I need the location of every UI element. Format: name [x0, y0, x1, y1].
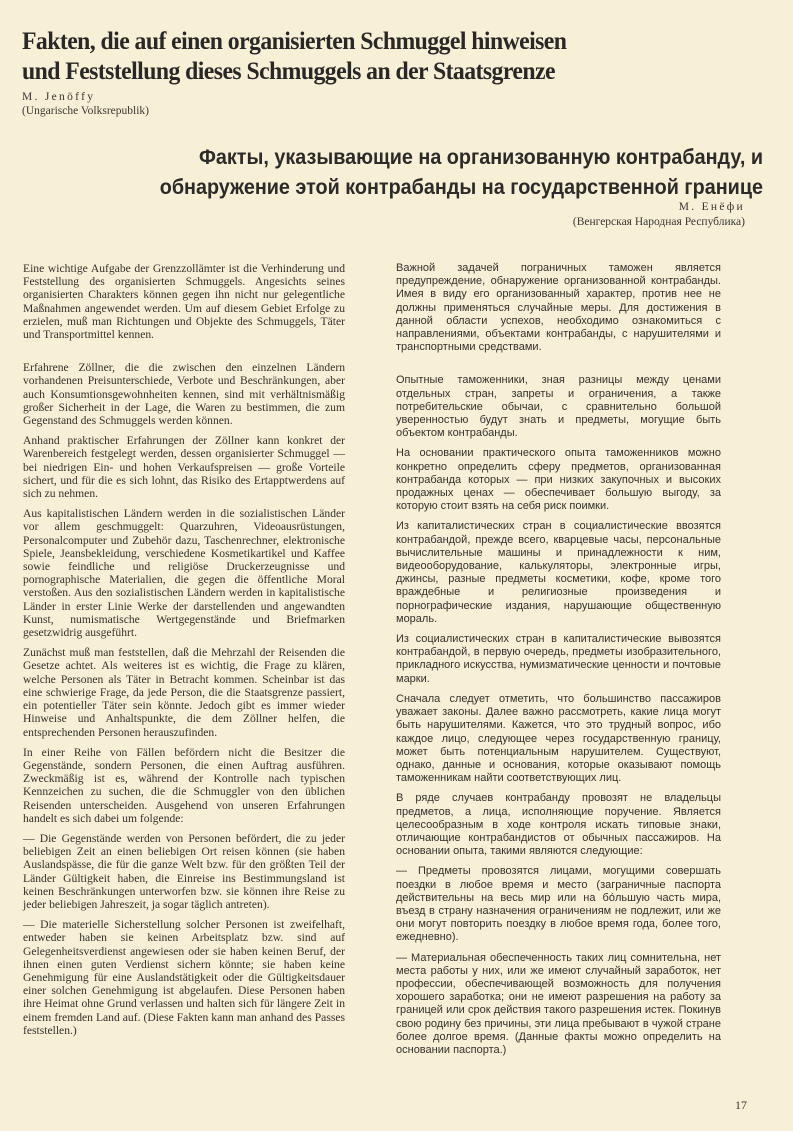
author-affiliation-german: (Ungarische Volksrepublik): [22, 105, 150, 117]
paragraph: Anhand praktischer Erfahrungen der Zöllner kann konkret der Warenbereich festgelegt werden, dessen organisierter Schmuggel — bei niedrigen Ein- und hohen Verkaufspreisen — große Vorteile sichert, und für die es sich lohnt, das Risiko des Ertapptwerdens auf sich zu nehmen.: [23, 434, 345, 501]
paragraph: — Die Gegenstände werden von Personen befördert, die zu jeder beliebigen Zeit an einen beliebigen Ort reisen können (sie haben Auslandspässe, die für die ganze Welt bzw. für den größten Teil der Länder Gültigkeit haben, die Einreise ins Bestimmungsland ist keinen Beschränkungen unterworfen bzw. sie können ihre Reise zu jeder beliebigen Jahreszeit, ja sogar täglich antreten).: [23, 831, 345, 911]
author-affiliation-russian: (Венгерская Народная Республика): [572, 216, 745, 228]
paragraph: In einer Reihe von Fällen befördern nicht die Besitzer die Gegenstände, sondern Personen, die einen Auftrag ausführen. Zweckmäßig ist es, während der Kontrolle nach typischen Kennzeichen zu suchen, die die Schmuggler von den üblichen Reisenden unterscheiden. Ausgehend von unseren Erfahrungen handelt es sich dabei um folgende:: [23, 745, 345, 825]
paragraph: — Материальная обеспеченность таких лиц сомнительна, нет места работы у них, или же имеют случайный заработок, нет профессии, обеспечивающей возможность для получения хорошего заработка; они не имеют разрешения на работу за границей или срок действия такого разрешения истек. Покинув свою родину без причины, эти лица пребывают в чужой стране более долгое время. (Данные факты можно определить на основании паспорта.): [396, 951, 721, 1056]
paragraph: Из капиталистических стран в социалистические ввозятся контрабандой, прежде всего, кварцевые часы, персональные вычислительные машины и принадлежности к ним, видеооборудование, калькуляторы, электронные игры, джинсы, разные предметы косметики, кофе, кроме того враждебные и религиозные произведения и порнографические издания, нарушающие общественную мораль.: [396, 520, 721, 625]
column-german: [23, 262, 345, 1044]
title-ru-line-2: обнаружение этой контрабанды на государственной границе: [159, 175, 763, 199]
paragraph: Опытные таможенники, зная разницы между ценами отдельных стран, запреты и ограничения, а также потребительские обычаи, с сравнительно большой уверенностью будут знать и предметы, могущие быть объектом контрабанды.: [396, 374, 721, 440]
paragraph: Сначала следует отметить, что большинство пассажиров уважает законы. Далее важно рассмотреть, какие лица могут быть нарушителями. Кажется, что это трудный вопрос, ибо каждое лицо, следующее через государственную границу, может быть потенциальным нарушителем. Существуют, однако, данные и основания, которые оказывают помощь таможенникам найти соответствующих лиц.: [396, 692, 721, 785]
paragraph: На основании практического опыта таможенников можно конкретно определить сферу предметов, организованная контрабанда которых — при низких закупочных и высоких продажных ценах — обеспечивает большую выгоду, за которую стоит взять на себя риск поимки.: [396, 447, 721, 513]
article-title-german: [22, 26, 599, 86]
paragraph: Erfahrene Zöllner, die die zwischen den einzelnen Ländern vorhandenen Preisunterschiede, Verbote und Beschränkungen, aber auch Konsumtionsgewohnheiten kennen, sind mit verhältnismäßig großer Sicherheit in der Lage, die Waren zu bestimmen, die zum Gegenstand des Schmuggels werden können.: [23, 361, 345, 428]
author-block-german: [22, 90, 149, 118]
paragraph: Aus kapitalistischen Ländern werden in die sozialistischen Länder vor allem geschmuggelt: Quarzuhren, Videoausrüstungen, Personalcomputer und Zubehör dazu, Taschenrechner, elektronische Spiele, Jeansbekleidung, verschiedene Kosmetikartikel und Kaffee sowie feindliche und religiöse Druckerzeugnisse und pornographische Materialien, die gegen die öffentliche Moral verstoßen. Aus den sozialistischen Ländern werden in kapitalistische Länder in erster Linie Werke der darstellenden und angewandten Kunst, numismatische Wertgegenstände und Briefmarken gesetzwidrig ausgeführt.: [23, 507, 345, 640]
article-title-russian: [119, 142, 763, 202]
author-name-german: M. Jenöffy: [22, 91, 96, 103]
paragraph: Zunächst muß man feststellen, daß die Mehrzahl der Reisenden die Gesetze achtet. Als weiteres ist es wichtig, die Frage zu klären, welche Personen als Täter in Betracht kommen. Scheinbar ist das eine schwierige Frage, da jede Person, die die Staatsgrenze passiert, ein potentieller Täter sein könnte. Jedoch gibt es immer wieder Hinweise und Anhaltspunkte, die dem Zöllner helfen, die entsprechenden Personen herauszufinden.: [23, 646, 345, 739]
paragraph: — Die materielle Sicherstellung solcher Personen ist zweifelhaft, entweder haben sie keinen Arbeitsplatz bzw. sind auf Gelegenheitsverdienst angewiesen oder sie haben keinen Beruf, der ihnen einen guten Verdienst sichern könnte; sie haben keine Genehmigung für eine Auslandstätigkeit oder die Gültigkeitsdauer einer solchen Genehmigung ist abgelaufen. Diese Personen haben ihre Heimat ohne Grund verlassen und halten sich für längere Zeit in einem fremden Land auf. (Diese Fakten kann man anhand des Passes feststellen.): [23, 918, 345, 1037]
title-de-line-2: und Feststellung dieses Schmuggels an der Staatsgrenze: [22, 56, 555, 85]
page-number: 17: [735, 1098, 747, 1112]
title-de-line-1: Fakten, die auf einen organisierten Schmuggel hinweisen: [22, 26, 567, 55]
paragraph: Eine wichtige Aufgabe der Grenzzollämter ist die Verhinderung und Feststellung des organisierten Schmuggels. Angesichts seines organisierten Charakters können gegen ihn nicht nur gelegentliche Maßnahmen angewendet werden. Um auf diesem Gebiet Erfolge zu erzielen, muß man Richtungen und Objekte des Schmuggels, Täter und Transportmittel kennen.: [23, 262, 345, 342]
title-ru-line-1: Факты, указывающие на организованную контрабанду, и: [199, 145, 764, 169]
paragraph: Важной задачей пограничных таможен является предупреждение, обнаружение организованной контрабанды. Имея в виду его организованный характер, против нее не должны применяться случайные меры. Для достижения в данной области успехов, необходимо ознакомиться с направлениями, объектами контрабанды, с нарушителями и транспортными средствами.: [396, 262, 721, 354]
column-russian: [396, 262, 721, 1064]
paragraph: Из социалистических стран в капиталистические вывозятся контрабандой, в первую очередь, предметы изобразительного, прикладного искусства, нумизматические ценности и почтовые марки.: [396, 633, 721, 685]
paragraph: В ряде случаев контрабанду провозят не владельцы предметов, а лица, исполняющие поручение. Является целесообразным в ходе контроля искать типовые знаки, отличающие контрабандистов от обычных пассажиров. На основании опыта, такими являются следующие:: [396, 792, 721, 858]
author-block-russian: [573, 200, 745, 230]
author-name-russian: М. Енёфи: [678, 201, 745, 213]
paragraph: — Предметы провозятся лицами, могущими совершать поездки в любое время и место (заграничные паспорта действительны на весь мир или на бóльшую часть мира, въезд в страну назначения ограничениям не подлежит, или же они могут повторить поездку в любое время года, более того, ежедневно).: [396, 865, 721, 944]
